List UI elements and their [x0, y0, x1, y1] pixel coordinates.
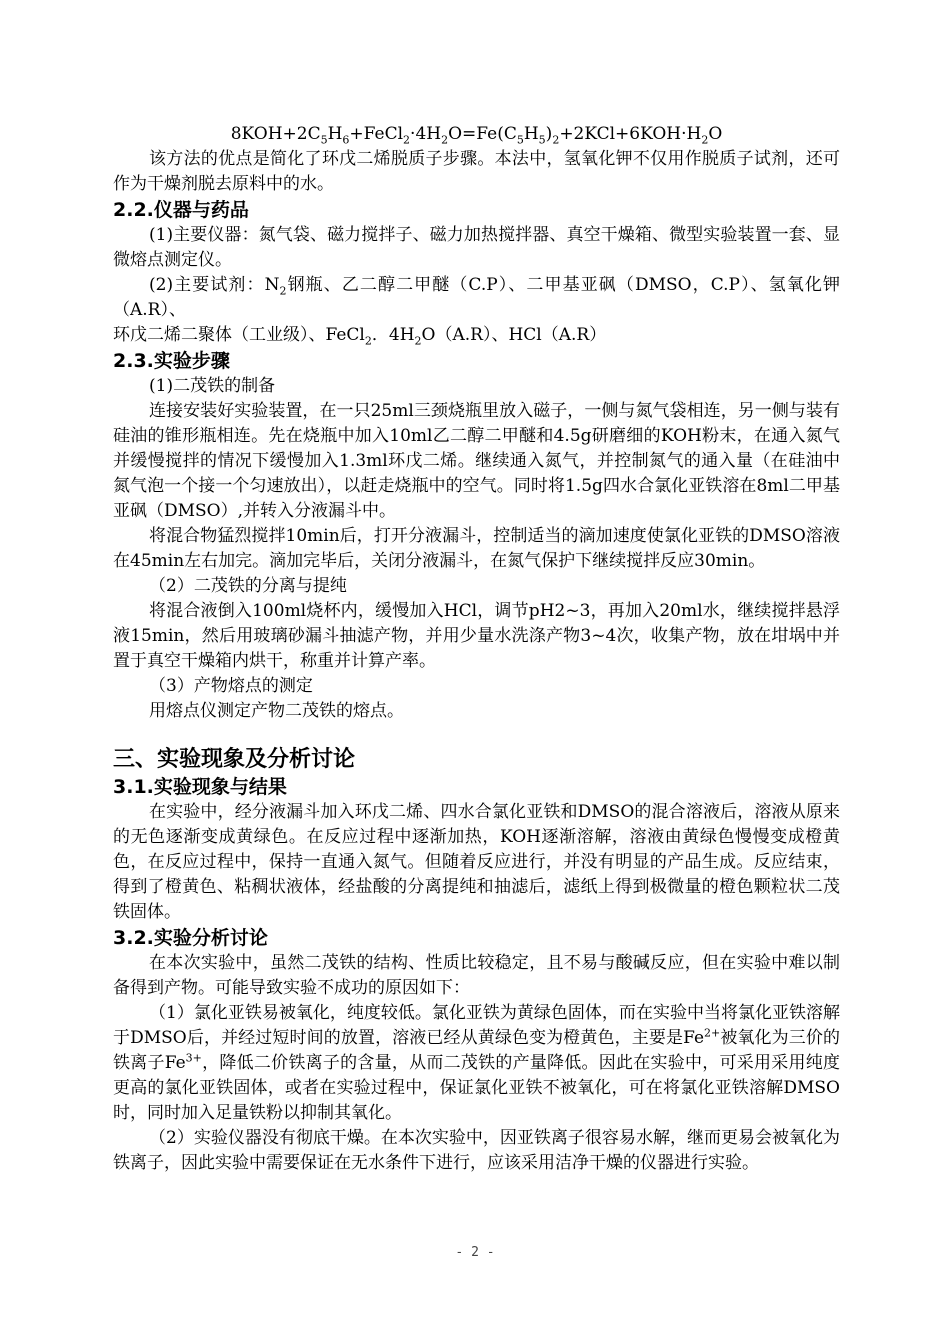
equation-subscript: 6: [342, 133, 350, 147]
intro-paragraph: 该方法的优点是简化了环戊二烯脱质子步骤。本法中，氢氧化钾不仅用作脱质子试剂，还可作为干燥剂脱去原料中的水。: [113, 149, 840, 194]
results-paragraph: 在实验中，经分液漏斗加入环戊二烯、四水合氯化亚铁和DMSO的混合溶液后，溶液从原来的无色逐渐变成黄绿色。在反应过程中逐渐加热，KOH逐渐溶解，溶液由黄绿色慢慢变成橙黄色，在反应过程中，保持一直通入氮气。但随着反应进行，并没有明显的产品生成。反应结束，得到了橙黄色、粘稠状液体，经盐酸的分离提纯和抽滤后，滤纸上得到极微量的橙色颗粒状二茂铁固体。: [113, 802, 840, 922]
equation-subscript: 5: [538, 133, 546, 147]
instruments-paragraph: (1)主要仪器：氮气袋、磁力搅拌子、磁力加热搅拌器、真空干燥箱、微型实验装置一套、显微熔点测定仪。: [113, 225, 840, 270]
analysis-paragraph-2: [113, 1001, 840, 1126]
equation-text: O: [708, 124, 723, 144]
step-3-title: （3）产物熔点的测定: [149, 676, 313, 696]
section-3-1-heading: 3.1.实验现象与结果: [113, 776, 287, 798]
step-3-paragraph: 用熔点仪测定产物二茂铁的熔点。: [149, 701, 404, 721]
equation-text: +FeCl: [349, 124, 404, 144]
equation-subscript: 2: [701, 133, 709, 147]
section-2-3-heading: 2.3.实验步骤: [113, 350, 230, 372]
reagents-subscript: 2: [279, 284, 287, 298]
step-2-title: （2）二茂铁的分离与提纯: [149, 576, 347, 596]
analysis-paragraph-1: 在本次实验中，虽然二茂铁的结构、性质比较稳定，且不易与酸碱反应，但在实验中难以制备得到产物。可能导致实验不成功的原因如下：: [113, 953, 840, 998]
analysis-paragraph-3: （2）实验仪器没有彻底干燥。在本次实验中，因亚铁离子很容易水解，继而更易会被氧化为铁离子，因此实验中需要保证在无水条件下进行，应该采用洁净干燥的仪器进行实验。: [113, 1128, 840, 1173]
reagents-text: 环戊二烯二聚体（工业级）、FeCl: [113, 325, 365, 345]
equation-subscript: 5: [516, 133, 524, 147]
equation-subscript: 2: [441, 133, 449, 147]
equation-subscript: 2: [403, 133, 411, 147]
analysis-text: （1）氯化亚铁易被氧化，纯度较低。氯化亚铁为黄绿色固体，而在实验中当将氯化亚铁溶解于DMSO后，并经过短时间的放置，溶液已经从黄绿色变为橙黄色，主要是Fe: [113, 1003, 840, 1048]
analysis-superscript: 2+: [704, 1026, 721, 1040]
equation-subscript: 5: [320, 133, 328, 147]
analysis-text: 被氧化为三价的铁离子Fe: [113, 1028, 840, 1073]
reagents-paragraph: [113, 273, 840, 323]
reaction-equation: [113, 122, 840, 147]
page-number: - 2 -: [455, 1245, 495, 1260]
section-3-2-heading: 3.2.实验分析讨论: [113, 927, 268, 949]
equation-text: O=Fe(C: [448, 124, 517, 144]
reagents-line-2: [113, 323, 840, 348]
section-3-heading: 三、实验现象及分析讨论: [113, 747, 356, 772]
equation-text: H: [327, 124, 343, 144]
analysis-superscript: 3+: [185, 1051, 202, 1065]
reagents-text: 钢瓶、乙二醇二甲醚（C.P）、二甲基亚砜（DMSO，C.P）、氢氧化钾（A.R）、: [113, 275, 840, 320]
reagents-text: ．4H: [371, 325, 415, 345]
page-content: [113, 122, 840, 1176]
equation-subscript: 2: [552, 133, 560, 147]
section-2-2-heading: 2.2.仪器与药品: [113, 199, 249, 221]
step-1-paragraph-1: 连接安装好实验装置，在一只25ml三颈烧瓶里放入磁子，一侧与氮气袋相连，另一侧与装有硅油的锥形瓶相连。先在烧瓶中加入10ml乙二醇二甲醚和4.5g研磨细的KOH粉末，在通入氮气并缓慢搅拌的情况下缓慢加入1.3ml环戊二烯。继续通入氮气，并控制氮气的通入量（在硅油中氮气泡一个接一个匀速放出），以赶走烧瓶中的空气。同时将1.5g四水合氯化亚铁溶在8ml二甲基亚砜（DMSO）,并转入分液漏斗中。: [113, 401, 840, 521]
reagents-text: O（A.R）、HCl（A.R）: [421, 325, 607, 345]
equation-text: +2KCl+6KOH·H: [559, 124, 702, 144]
equation-text: ): [545, 124, 553, 144]
reagents-text: (2)主要试剂：N: [149, 275, 280, 295]
equation-text: 8KOH+2C: [230, 124, 321, 144]
step-1-paragraph-2: 将混合物猛烈搅拌10min后，打开分液漏斗，控制适当的滴加速度使氯化亚铁的DMSO溶液在45min左右加完。滴加完毕后，关闭分液漏斗，在氮气保护下继续搅拌反应30min。: [113, 526, 840, 571]
equation-text: ·4H: [410, 124, 442, 144]
step-1-title: (1)二茂铁的制备: [149, 376, 276, 396]
reagents-subscript: 2: [364, 334, 372, 348]
reagents-subscript: 2: [414, 334, 422, 348]
equation-text: H: [523, 124, 539, 144]
analysis-text: ，降低二价铁离子的含量，从而二茂铁的产量降低。因此在实验中，可采用采用纯度更高的氯化亚铁固体，或者在实验过程中，保证氯化亚铁不被氧化，可在将氯化亚铁溶解DMSO时，同时加入足量铁粉以抑制其氧化。: [113, 1053, 840, 1123]
step-2-paragraph: 将混合液倒入100ml烧杯内，缓慢加入HCl，调节pH2~3，再加入20ml水，继续搅拌悬浮液15min，然后用玻璃砂漏斗抽滤产物，并用少量水洗涤产物3~4次，收集产物，放在坩埚中并置于真空干燥箱内烘干，称重并计算产率。: [113, 601, 840, 671]
